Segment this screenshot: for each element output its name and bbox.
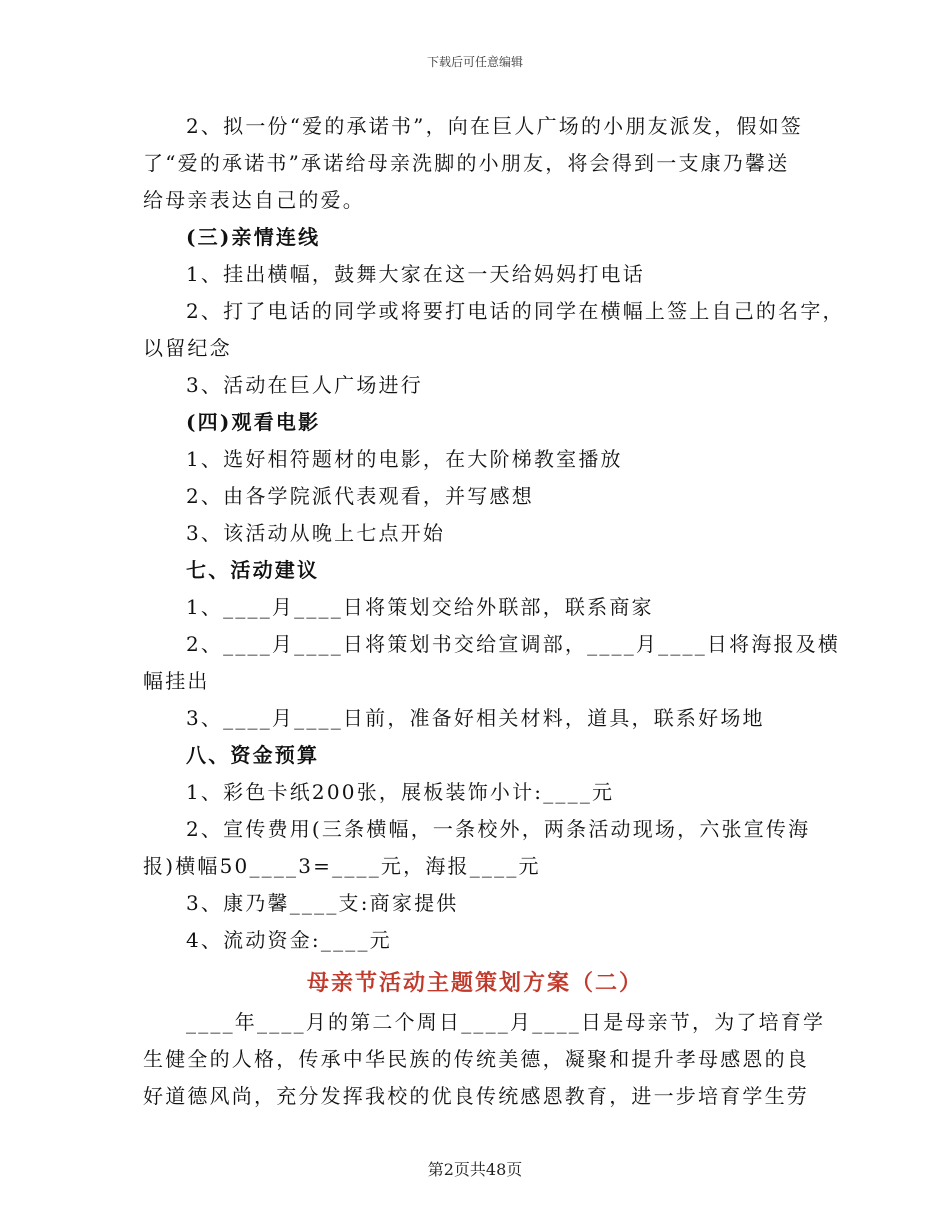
paragraph-line: 3、活动在巨人广场进行 bbox=[186, 373, 423, 397]
paragraph-line: 生健全的人格，传承中华民族的传统美德，凝聚和提升孝母感恩的良 bbox=[143, 1047, 809, 1071]
section-heading: 八、资金预算 bbox=[186, 743, 320, 767]
paragraph-line: 1、彩色卡纸200张，展板装饰小计:____元 bbox=[186, 780, 615, 804]
page-footer: 第2页共48页 bbox=[427, 1160, 523, 1179]
paragraph-line: 1、挂出横幅，鼓舞大家在这一天给妈妈打电话 bbox=[186, 262, 645, 286]
paragraph-line: 幅挂出 bbox=[143, 669, 210, 693]
paragraph-line: 1、____月____日将策划交给外联部，联系商家 bbox=[186, 595, 654, 619]
paragraph-line: 以留纪念 bbox=[143, 336, 232, 360]
subsection-heading: (三)亲情连线 bbox=[186, 225, 321, 249]
paragraph-line: 好道德风尚，充分发挥我校的优良传统感恩教育，进一步培育学生劳 bbox=[143, 1084, 809, 1108]
paragraph-line: 1、选好相符题材的电影，在大阶梯教室播放 bbox=[186, 447, 623, 471]
page-header: 下载后可任意编辑 bbox=[426, 55, 523, 69]
paragraph-line: 2、打了电话的同学或将要打电话的同学在横幅上签上自己的名字， bbox=[186, 299, 845, 323]
paragraph-line: 了“爱的承诺书”承诺给母亲洗脚的小朋友，将会得到一支康乃馨送 bbox=[143, 151, 790, 175]
paragraph-line: 4、流动资金:____元 bbox=[186, 928, 392, 952]
section-heading: 七、活动建议 bbox=[186, 558, 320, 582]
subsection-heading: (四)观看电影 bbox=[186, 410, 321, 434]
paragraph-line: 报)横幅50____3=____元，海报____元 bbox=[143, 854, 541, 878]
paragraph-line: ____年____月的第二个周日____月____日是母亲节，为了培育学 bbox=[186, 1010, 826, 1034]
paragraph-line: 3、____月____日前，准备好相关材料，道具，联系好场地 bbox=[186, 706, 765, 730]
paragraph-line: 2、拟一份“爱的承诺书”，向在巨人广场的小朋友派发，假如签 bbox=[186, 114, 803, 138]
paragraph-line: 2、____月____日将策划书交给宣调部，____月____日将海报及横 bbox=[186, 632, 841, 656]
paragraph-line: 2、由各学院派代表观看，并写感想 bbox=[186, 484, 534, 508]
section-title: 母亲节活动主题策划方案（二） bbox=[306, 970, 643, 996]
paragraph-line: 给母亲表达自己的爱。 bbox=[143, 188, 365, 212]
paragraph-line: 3、该活动从晚上七点开始 bbox=[186, 521, 446, 545]
paragraph-line: 2、宣传费用(三条横幅，一条校外，两条活动现场，六张宣传海 bbox=[186, 817, 811, 841]
paragraph-line: 3、康乃馨____支:商家提供 bbox=[186, 891, 459, 915]
